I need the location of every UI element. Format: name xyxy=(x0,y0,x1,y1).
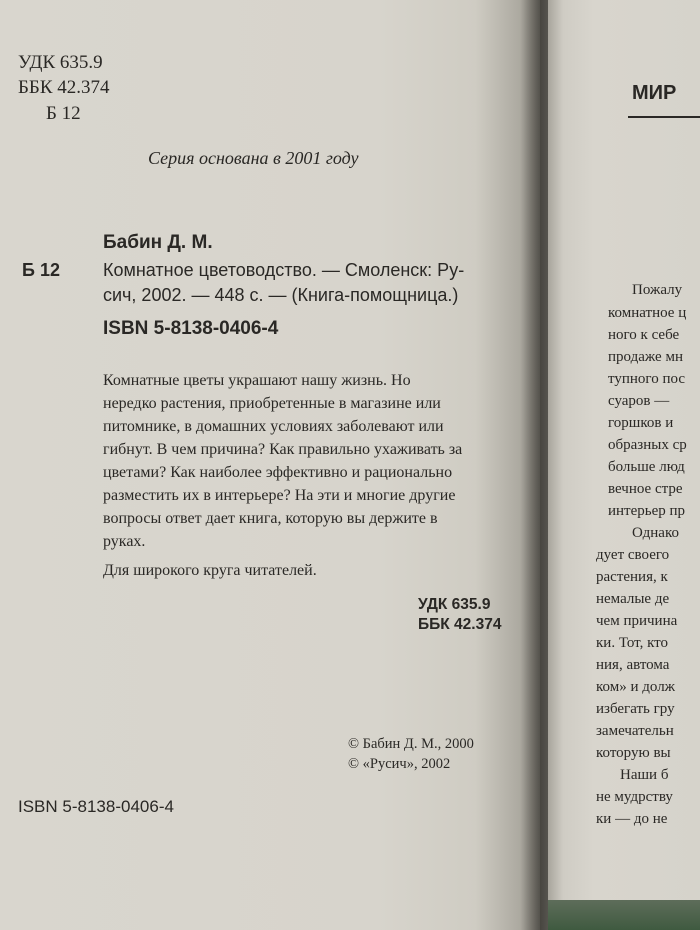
text-line: больше люд xyxy=(608,459,685,475)
text-line: суаров — xyxy=(608,393,670,409)
bbk-code: ББК 42.374 xyxy=(18,77,110,98)
text-line: вечное стре xyxy=(608,481,683,497)
right-page xyxy=(548,0,700,930)
text-line: ния, автома xyxy=(596,657,670,673)
text-line: ки — до не xyxy=(596,811,668,827)
text-line: ки. Тот, кто xyxy=(596,635,669,651)
abstract-line: вопросы ответ дает книга, которую вы держите в xyxy=(103,510,438,527)
text-line: интерьер пр xyxy=(608,503,686,519)
text-line: чем причина xyxy=(596,613,678,629)
bibliography-line: сич, 2002. — 448 с. — (Книга-помощница.) xyxy=(103,285,459,305)
abstract-line: питомнике, в домашних условиях заболевают или xyxy=(103,418,444,435)
abstract-line: руках. xyxy=(103,533,146,550)
udk-code-small: УДК 635.9 xyxy=(418,596,491,613)
author-mark: Б 12 xyxy=(46,103,81,124)
copyright-line: © «Русич», 2002 xyxy=(348,756,451,772)
text-line: горшков и xyxy=(608,415,674,431)
text-line: растения, к xyxy=(596,569,668,585)
abstract-line: гибнут. В чем причина? Как правильно ухаживать за xyxy=(103,441,463,458)
bbk-code-small: ББК 42.374 xyxy=(418,616,502,633)
text-line: тупного пос xyxy=(608,371,685,387)
isbn-bottom: ISBN 5-8138-0406-4 xyxy=(18,797,174,816)
text-line: не мудрству xyxy=(596,789,673,805)
text-line: продаже мн xyxy=(608,349,683,365)
text-line: ком» и долж xyxy=(596,679,676,695)
series-note: Серия основана в 2001 году xyxy=(148,148,359,168)
text-line: немалые де xyxy=(596,591,670,607)
isbn: ISBN 5-8138-0406-4 xyxy=(103,318,279,339)
chapter-title: МИР xyxy=(632,82,677,104)
book-cover-edge xyxy=(548,900,700,930)
bibliography-line: Комнатное цветоводство. — Смоленск: Ру- xyxy=(103,260,465,280)
text-line: Пожалу xyxy=(632,282,683,298)
text-line: дует своего xyxy=(596,547,670,563)
text-line: которую вы xyxy=(596,745,671,761)
author-mark-main: Б 12 xyxy=(22,260,60,280)
text-line: комнатное ц xyxy=(608,305,687,321)
abstract-line: Комнатные цветы украшают нашу жизнь. Но xyxy=(103,372,411,389)
abstract-line: разместить их в интерьере? На эти и многие другие xyxy=(103,487,456,504)
text-line: образных ср xyxy=(608,437,687,453)
text-line: Наши б xyxy=(620,767,669,783)
copyright-line: © Бабин Д. М., 2000 xyxy=(348,736,474,752)
text-line: избегать гру xyxy=(596,701,675,717)
title-rule xyxy=(628,116,700,118)
text-line: ного к себе xyxy=(608,327,680,343)
text-line: замечательн xyxy=(596,723,674,739)
author-name: Бабин Д. М. xyxy=(103,232,213,253)
abstract-line: нередко растения, приобретенные в магазине или xyxy=(103,395,441,412)
text-line: Однако xyxy=(632,525,679,541)
audience-note: Для широкого круга читателей. xyxy=(103,562,317,579)
udk-code: УДК 635.9 xyxy=(18,52,103,73)
abstract-line: цветами? Как наиболее эффективно и рационально xyxy=(103,464,453,481)
